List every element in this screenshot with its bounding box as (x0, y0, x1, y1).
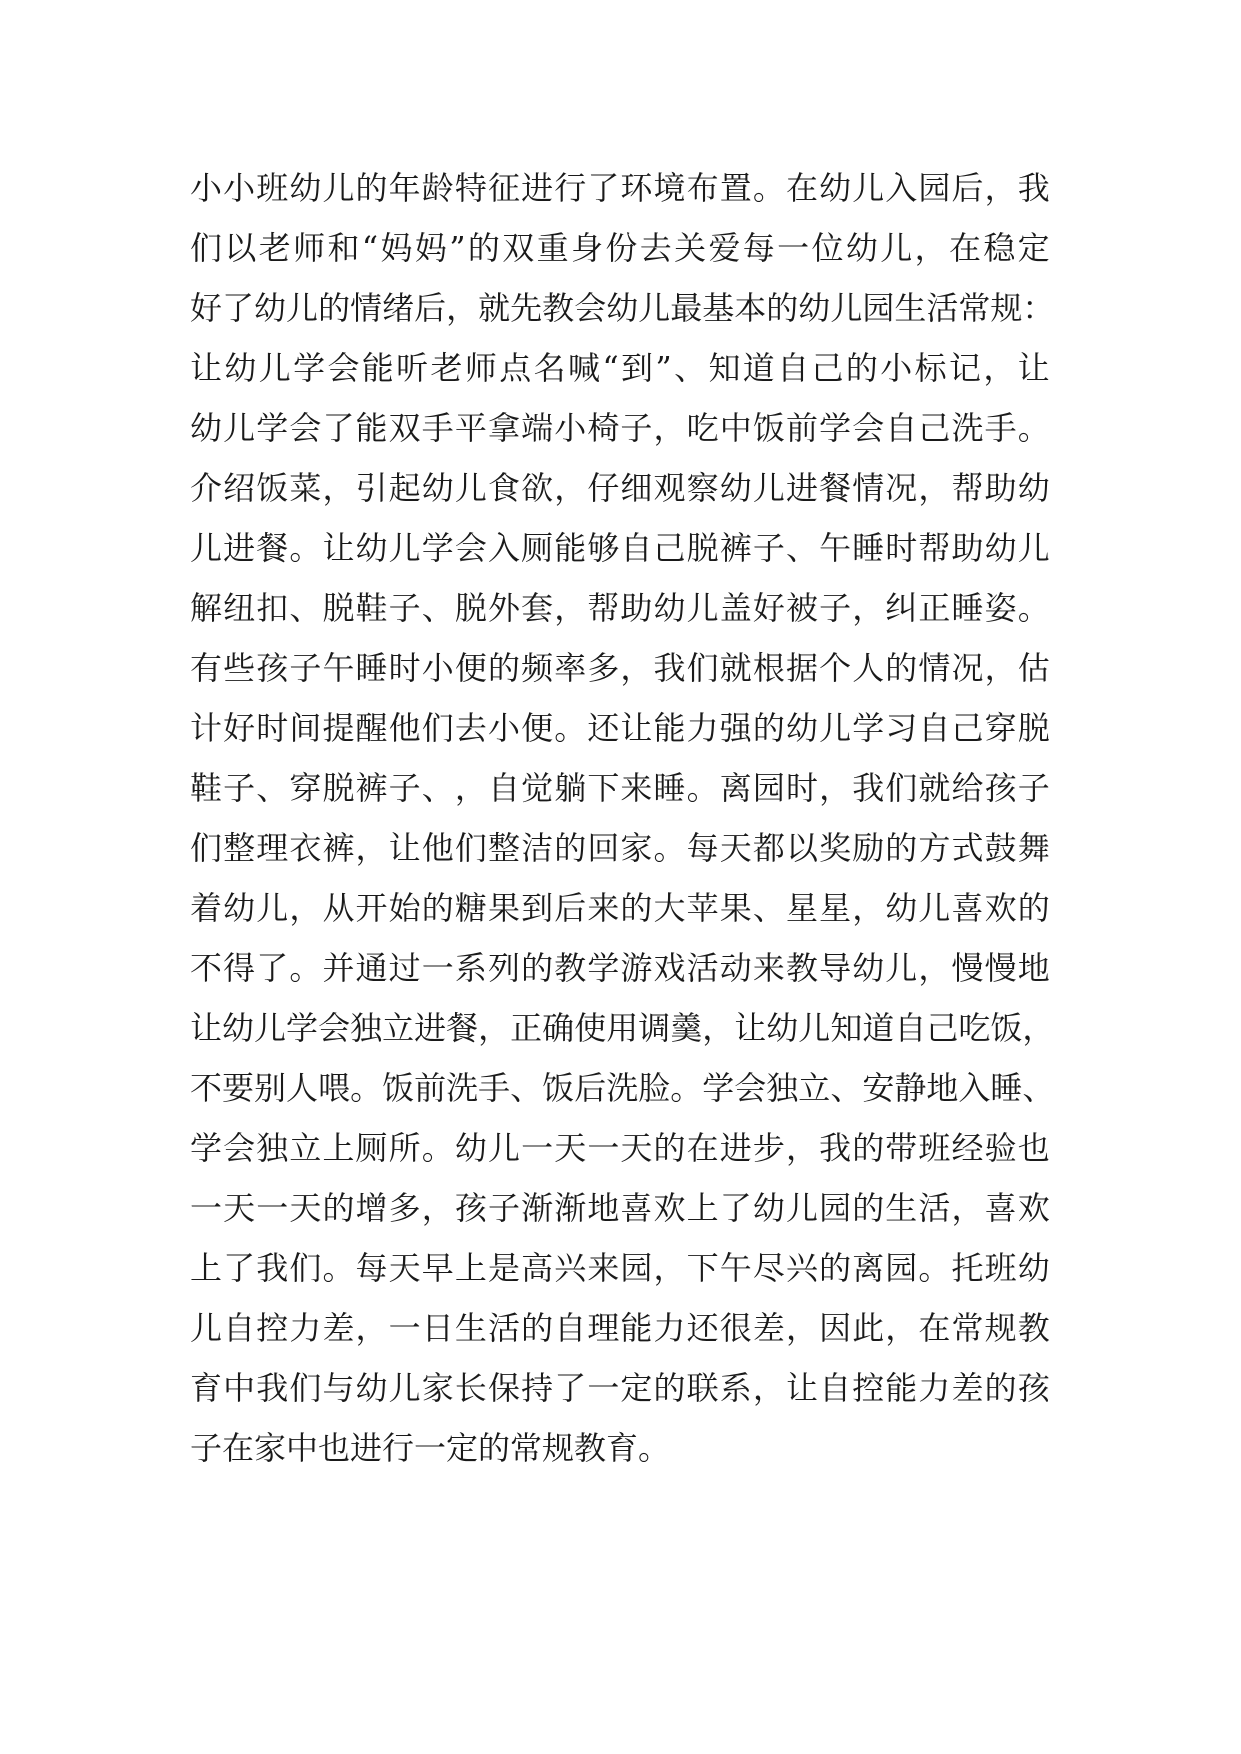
text-line: 不 得 了 。 并 通 过 一 系 列 的 教 学 游 戏 活 动 来 教 导 幼 儿 ， 慢 慢 地 (190, 949, 1050, 987)
text-line: 儿 进 餐 。 让 幼 儿 学 会 入 厕 能 够 自 己 脱 裤 子 、 午 睡 时 帮 助 幼 儿 (190, 529, 1050, 567)
text-line: 子在家中也进行一定的常规教育。 (190, 1429, 671, 1467)
text-line: 们 整 理 衣 裤 ， 让 他 们 整 洁 的 回 家 。 每 天 都 以 奖 励 的 方 式 鼓 舞 (190, 829, 1050, 867)
text-line: 育 中 我 们 与 幼 儿 家 长 保 持 了 一 定 的 联 系 ， 让 自 控 能 力 差 的 孩 (190, 1369, 1050, 1407)
text-line: 解 纽 扣 、 脱 鞋 子 、 脱 外 套 ， 帮 助 幼 儿 盖 好 被 子 ， 纠 正 睡 姿 。 (190, 589, 1050, 627)
text-line: 上 了 我 们 。 每 天 早 上 是 高 兴 来 园 ， 下 午 尽 兴 的 离 园 。 托 班 幼 (190, 1249, 1050, 1287)
text-line: 计 好 时 间 提 醒 他 们 去 小 便 。 还 让 能 力 强 的 幼 儿 学 习 自 己 穿 脱 (190, 709, 1050, 747)
text-line: 小 小 班 幼 儿 的 年 龄 特 征 进 行 了 环 境 布 置 。 在 幼 儿 入 园 后 ， 我 (190, 169, 1050, 207)
text-line: 让 幼 儿 学 会 能 听 老 师 点 名 喊 “ 到 ” 、 知 道 自 己 的 小 标 记 ， 让 (190, 349, 1050, 387)
text-line: 着 幼 儿 ， 从 开 始 的 糖 果 到 后 来 的 大 苹 果 、 星 星 ， 幼 儿 喜 欢 的 (190, 889, 1050, 927)
text-line: 让 幼 儿 学 会 独 立 进 餐 ， 正 确 使 用 调 羹 ， 让 幼 儿 知 道 自 己 吃 饭 ， (190, 1009, 1055, 1047)
text-line: 一 天 一 天 的 增 多 ， 孩 子 渐 渐 地 喜 欢 上 了 幼 儿 园 的 生 活 ， 喜 欢 (190, 1189, 1050, 1227)
text-line: 鞋 子 、 穿 脱 裤 子 、 ， 自 觉 躺 下 来 睡 。 离 园 时 ， 我 们 就 给 孩 子 (190, 769, 1050, 807)
text-line: 有 些 孩 子 午 睡 时 小 便 的 频 率 多 ， 我 们 就 根 据 个 人 的 情 况 ， 估 (190, 649, 1050, 687)
text-line: 好 了 幼 儿 的 情 绪 后 ， 就 先 教 会 幼 儿 最 基 本 的 幼 儿 园 生 活 常 规 ： (190, 289, 1055, 327)
text-line: 幼 儿 学 会 了 能 双 手 平 拿 端 小 椅 子 ， 吃 中 饭 前 学 会 自 己 洗 手 。 (190, 409, 1050, 447)
text-line: 儿 自 控 力 差 ， 一 日 生 活 的 自 理 能 力 还 很 差 ， 因 此 ， 在 常 规 教 (190, 1309, 1050, 1347)
text-line: 学 会 独 立 上 厕 所 。 幼 儿 一 天 一 天 的 在 进 步 ， 我 的 带 班 经 验 也 (190, 1129, 1050, 1167)
text-line: 们 以 老 师 和 “ 妈 妈 ” 的 双 重 身 份 去 关 爱 每 一 位 幼 儿 ， 在 稳 定 (190, 229, 1050, 267)
text-line: 不 要 别 人 喂 。 饭 前 洗 手 、 饭 后 洗 脸 。 学 会 独 立 、 安 静 地 入 睡 、 (190, 1069, 1055, 1107)
text-line: 介 绍 饭 菜 ， 引 起 幼 儿 食 欲 ， 仔 细 观 察 幼 儿 进 餐 情 况 ， 帮 助 幼 (190, 469, 1050, 507)
body-paragraph (190, 158, 1055, 1478)
